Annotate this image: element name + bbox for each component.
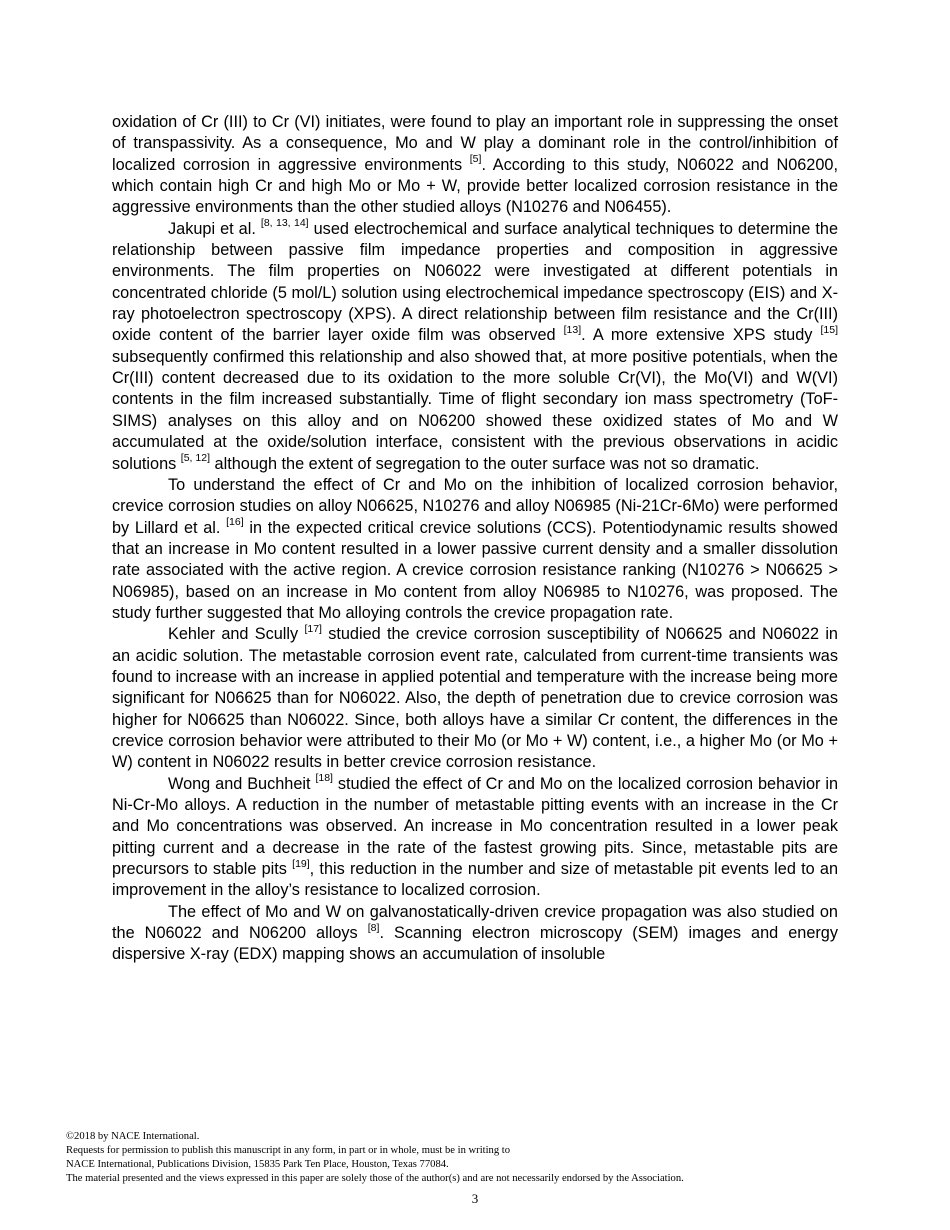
paragraph (112, 112, 838, 219)
citation-reference: [18] (315, 772, 333, 785)
paragraph-text: in the expected critical crevice solutions (CCS). Potentiodynamic results showed that an increase in Mo content resulted in a lower passive current density and a smaller dissolution rate associated with the active region. A crevice corrosion resistance ranking (N10276 > N06625 > N06985), based on an increase in Mo content from alloy N06985 to N10276, was proposed. The study further suggested that Mo alloying controls the crevice propagation rate. (112, 518, 838, 622)
paragraph-text: oxidation of Cr (III) to Cr (VI) initiates, were found to play an important role in suppressing the onset of transpassivity. As a consequence, Mo and W play a dominant role in the control/inhibition of localized corrosion in aggressive environments (112, 113, 838, 174)
footer-copyright: ©2018 by NACE International. (66, 1131, 200, 1142)
paragraph-text: studied the effect of Cr and Mo on the localized corrosion behavior in Ni-Cr-Mo alloys. A reduction in the number of metastable pitting events with an increase in the Cr and Mo concentrations was observed. An increase in Mo concentration resulted in a lower peak pitting current and a decrease in the rate of the fastest growing pits. Since, metastable pits are precursors to stable pits (112, 774, 838, 879)
footer-disclaimer: The material presented and the views expressed in this paper are solely those of the author(s) and are not necessarily endorsed by the Association. (66, 1172, 684, 1184)
paragraph-text: The effect of Mo and W on galvanostatically-driven crevice propagation was also studied on the N06022 and N06200 alloys (112, 902, 838, 943)
page-number: 3 (471, 1191, 479, 1206)
paragraph (112, 902, 838, 966)
citation-reference: [13] (563, 324, 582, 337)
citation-reference: [17] (304, 622, 322, 635)
footer (66, 1130, 896, 1186)
paragraph-text: . A more extensive XPS study (581, 326, 821, 345)
citation-reference: [5] (469, 153, 482, 166)
citation-reference: [16] (226, 516, 244, 529)
footer-address: NACE International, Publications Division, 15835 Park Ten Place, Houston, Texas 77084. (66, 1158, 449, 1170)
paragraph-text: , this reduction in the number and size of metastable pit events led to an improvement in the alloy’s resistance to localized corrosion. (112, 860, 838, 900)
paragraph-text: although the extent of segregation to the outer surface was not so dramatic. (210, 454, 760, 473)
paragraph-text: used electrochemical and surface analytical techniques to determine the relationship between passive film impedance properties and composition in aggressive environments. The film properties on N06022 were investigated at different potentials in concentrated chloride (5 mol/L) solution using electrochemical impedance spectroscopy (EIS) and X-ray photoelectron spectroscopy (XPS). A direct relationship between film resistance and the Cr(III) oxide content of the barrier layer oxide film was observed (112, 219, 838, 345)
citation-reference: [15] (820, 324, 838, 337)
footer-permission: Requests for permission to publish this manuscript in any form, in part or in whole, must be in writing to (66, 1144, 511, 1156)
paragraph (112, 774, 838, 902)
paragraph-text: . Scanning electron microscopy (SEM) images and energy dispersive X-ray (EDX) mapping shows an accumulation of insoluble (112, 924, 839, 964)
paragraph-text: Jakupi et al. (168, 219, 261, 238)
paragraph-text: Kehler and Scully (168, 625, 305, 644)
citation-reference: [5, 12] (180, 452, 210, 465)
paragraph-text: subsequently confirmed this relationship and also showed that, at more positive potentials, when the Cr(III) content decreased due to its oxidation to the more soluble Cr(VI), the Mo(VI) and W(VI) contents in the film increased substantially. Time of flight secondary ion mass spectrometry (ToF-SIMS) analyses on this alloy and on N06200 showed these oxidized states of Mo and W accumulated at the oxide/solution interface, consistent with the previous observations in acidic solutions (112, 347, 838, 473)
paragraph-text: Wong and Buchheit (168, 774, 316, 793)
citation-reference: [19] (292, 857, 310, 870)
paragraph-text: To understand the effect of Cr and Mo on the inhibition of localized corrosion behavior, crevice corrosion studies on alloy N06625, N10276 and alloy N06985 (Ni-21Cr-6Mo) were performed by Lillard et al. (112, 475, 838, 537)
paragraph (112, 475, 838, 624)
paragraph (112, 219, 838, 475)
citation-reference: [8] (367, 921, 380, 934)
paragraph (112, 624, 838, 773)
paragraph-text: studied the crevice corrosion susceptibility of N06625 and N06022 in an acidic solution. The metastable corrosion event rate, calculated from current-time transients was found to increase with an increase in applied potential and temperature with the increase being more significant for N06625 than for N06022. Also, the depth of penetration due to crevice corrosion was higher for N06625 than N06022. Since, both alloys have a similar Cr content, the differences in the crevice corrosion behavior were attributed to their Mo (or Mo + W) content, i.e., a higher Mo (or Mo + W) content in N06022 results in better crevice corrosion resistance. (112, 625, 838, 772)
body-text (112, 112, 838, 966)
paragraph-text: . According to this study, N06022 and N06200, which contain high Cr and high Mo or Mo + W, provide better localized corrosion resistance in the aggressive environments than the other studied alloys (N10276 and N06455). (112, 155, 838, 217)
citation-reference: [8, 13, 14] (260, 217, 309, 230)
